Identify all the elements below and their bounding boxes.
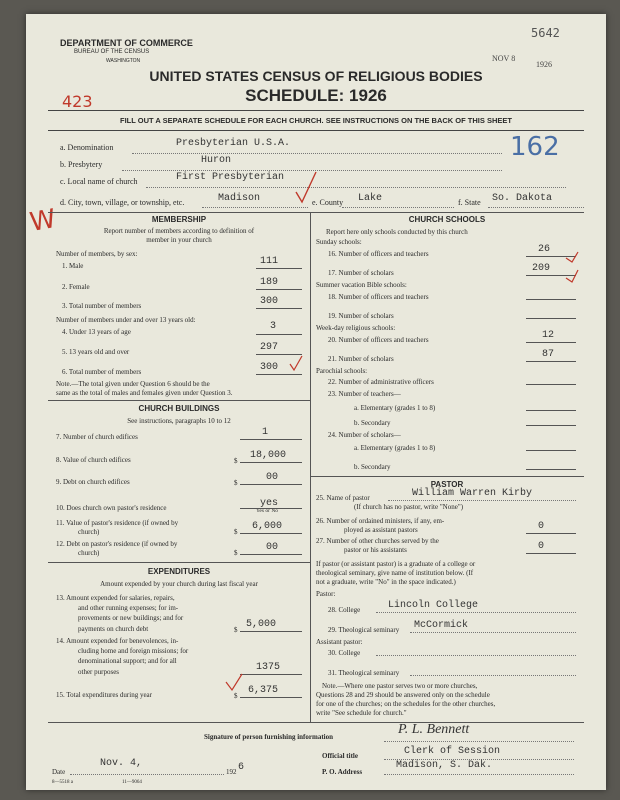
q17-label: 17. Number of scholars <box>328 269 394 277</box>
weekday-heading: Week-day religious schools: <box>316 324 396 332</box>
church-name-label: c. Local name of church <box>60 177 138 186</box>
q5-label: 5. 13 years old and over <box>62 348 130 356</box>
signature-label: Signature of person furnishing information <box>204 733 333 741</box>
red-handwritten-number: 423 <box>62 92 93 111</box>
q4-value: 3 <box>270 321 277 332</box>
presbytery-value: Huron <box>201 155 232 166</box>
q23b-label: b. Secondary <box>354 419 391 427</box>
q23-label: 23. Number of teachers— <box>328 390 401 398</box>
buildings-title: CHURCH BUILDINGS <box>138 404 220 413</box>
q1-label: 1. Male <box>62 262 84 270</box>
q7-value: 1 <box>262 427 269 438</box>
yes-or-no-label: Yes or No <box>256 508 279 514</box>
q13-label-2: and other running expenses; for im- <box>78 604 179 612</box>
q11-label-2: church) <box>78 528 100 536</box>
age-heading: Number of members under and over 13 years old: <box>56 316 196 324</box>
schools-intro: Report here only schools conducted by this church <box>326 228 468 236</box>
q20-value: 12 <box>542 330 555 341</box>
q24-label: 24. Number of scholars— <box>328 431 401 439</box>
q27-label-2: pastor or his assistants <box>344 546 407 554</box>
official-title-value: Clerk of Session <box>404 746 501 757</box>
expenditures-sub: Amount expended by your church during last fiscal year <box>100 580 258 588</box>
q26-label-2: ployed as assistant pastors <box>344 526 418 534</box>
q23a-label: a. Elementary (grades 1 to 8) <box>354 404 436 412</box>
by-sex-label: Number of members, by sex: <box>56 250 138 258</box>
pastor-title: PASTOR <box>430 480 464 489</box>
q10-label: 10. Does church own pastor's residence <box>56 504 167 512</box>
membership-intro-1: Report number of members according to definition of <box>103 227 255 235</box>
q9-label: 9. Debt on church edifices <box>56 478 130 486</box>
stamp-date: NOV 8 <box>492 54 516 63</box>
parochial-heading: Parochial schools: <box>316 367 368 375</box>
instruction-line: FILL OUT A SEPARATE SCHEDULE FOR EACH CHURCH. SEE INSTRUCTIONS ON THE BACK OF THIS SHEET <box>120 116 512 125</box>
bureau-label: BUREAU OF THE CENSUS <box>74 49 150 55</box>
q14-label-1: 14. Amount expended for benevolences, in- <box>56 637 179 645</box>
year-digit: 6 <box>238 762 245 773</box>
print-number: 11—9064 <box>122 780 142 785</box>
q3-label: 3. Total number of members <box>62 302 142 310</box>
city-label-field: d. City, town, village, or township, etc. <box>60 198 185 207</box>
q12-value: 00 <box>266 542 279 553</box>
date-label: Date <box>52 768 66 776</box>
q28-value: Lincoln College <box>388 600 479 611</box>
pastor-subheading: Pastor: <box>316 590 336 598</box>
schedule-title: SCHEDULE: 1926 <box>245 86 387 105</box>
grad-note-2: theological seminary, give name of institution below. (If <box>316 569 474 577</box>
q5-value: 297 <box>260 342 279 353</box>
q26-value: 0 <box>538 521 545 532</box>
q27-value: 0 <box>538 541 545 552</box>
q21-value: 87 <box>542 349 555 360</box>
q29-value: McCormick <box>414 620 469 631</box>
pastor-note-4: write "See schedule for church." <box>316 709 407 717</box>
q6-label: 6. Total number of members <box>62 368 142 376</box>
summer-heading: Summer vacation Bible schools: <box>316 281 407 289</box>
census-schedule-sheet <box>26 14 606 790</box>
pastor-note-1: Note.—Where one pastor serves two or more churches, <box>322 682 478 690</box>
membership-note-1: Note.—The total given under Question 6 should be the <box>56 380 210 388</box>
city-value: Madison <box>218 193 261 204</box>
q20-label: 20. Number of officers and teachers <box>328 336 429 344</box>
q11-label-1: 11. Value of pastor's residence (if owned by <box>56 519 179 527</box>
po-address-label: P. O. Address <box>322 768 363 776</box>
q29-label: 29. Theological seminary <box>328 626 400 634</box>
q13-label-1: 13. Amount expended for salaries, repairs, <box>56 594 175 602</box>
po-address-value: Madison, S. Dak. <box>396 760 493 771</box>
q19-label: 19. Number of scholars <box>328 312 394 320</box>
grad-note-1: If pastor (or assistant pastor) is a graduate of a college or <box>316 560 476 568</box>
q27-label-1: 27. Number of other churches served by the <box>316 537 439 545</box>
q16-value: 26 <box>538 244 551 255</box>
stamp-year: 1926 <box>536 60 552 69</box>
red-check-marks <box>26 14 606 790</box>
q12-label-1: 12. Debt on pastor's residence (if owned by <box>56 540 178 548</box>
blue-handwritten-number: 162 <box>510 132 560 162</box>
signature-value: P. L. Bennett <box>398 722 470 737</box>
form-title: UNITED STATES CENSUS OF RELIGIOUS BODIES <box>149 68 483 84</box>
q8-dollar: $ <box>234 457 238 465</box>
church-name-value: First Presbyterian <box>176 172 285 183</box>
city-label: WASHINGTON <box>106 58 141 64</box>
q14-label-3: denominational support; and for all <box>78 657 177 665</box>
q25-value: William Warren Kirby <box>412 488 533 499</box>
form-number: 8—5518 a <box>52 780 73 785</box>
official-title-label: Official title <box>322 752 358 760</box>
assistant-subheading: Assistant pastor: <box>316 638 363 646</box>
dept-label: DEPARTMENT OF COMMERCE <box>60 38 193 48</box>
q14-label-2: cluding home and foreign missions; for <box>78 647 189 655</box>
q15-value: 6,375 <box>248 685 279 696</box>
membership-title: MEMBERSHIP <box>151 215 207 224</box>
membership-note-2: same as the total of males and females given under Question 3. <box>56 389 233 397</box>
state-label: f. State <box>458 198 481 207</box>
q6-value: 300 <box>260 362 279 373</box>
q26-label-1: 26. Number of ordained ministers, if any, em- <box>316 517 445 525</box>
q22-label: 22. Number of administrative officers <box>328 378 434 386</box>
year-prefix: 192 <box>226 768 237 776</box>
q2-label: 2. Female <box>62 283 90 291</box>
q21-label: 21. Number of scholars <box>328 355 394 363</box>
membership-intro-2: member in your church <box>146 236 212 244</box>
pastor-note-3: for one of the churches; on the schedules for the other churches, <box>316 700 496 708</box>
q9-dollar: $ <box>234 479 238 487</box>
q8-label: 8. Value of church edifices <box>56 456 131 464</box>
q3-value: 300 <box>260 296 279 307</box>
pastor-note-2: Questions 28 and 29 should be answered only on the schedule <box>316 691 490 699</box>
q18-label: 18. Number of officers and teachers <box>328 293 429 301</box>
q11-value: 6,000 <box>252 521 283 532</box>
q24b-label: b. Secondary <box>354 463 391 471</box>
q13-label-3: provements or new buildings; and for <box>78 614 184 622</box>
county-value: Lake <box>358 193 383 204</box>
buildings-sub: See instructions, paragraphs 10 to 12 <box>127 417 231 425</box>
q12-dollar: $ <box>234 549 238 557</box>
q17-value: 209 <box>532 263 551 274</box>
state-value: So. Dakota <box>492 193 553 204</box>
q12-label-2: church) <box>78 549 100 557</box>
q14-label-4: other purposes <box>78 668 120 676</box>
expenditures-title: EXPENDITURES <box>147 567 211 576</box>
denomination-value: Presbyterian U.S.A. <box>176 138 291 149</box>
county-label: e. County <box>312 198 344 207</box>
q13-value: 5,000 <box>246 619 277 630</box>
q11-dollar: $ <box>234 528 238 536</box>
q13-dollar: $ <box>234 626 238 634</box>
q2-value: 189 <box>260 277 279 288</box>
red-handwritten-mark: W <box>27 203 59 239</box>
grad-note-3: not a graduate, write "No" in the space indicated.) <box>316 578 456 586</box>
q7-label: 7. Number of church edifices <box>56 433 138 441</box>
q9-value: 00 <box>266 472 279 483</box>
q15-label: 15. Total expenditures during year <box>56 691 152 699</box>
q8-value: 18,000 <box>250 450 287 461</box>
q25-label: 25. Name of pastor <box>316 494 370 502</box>
q1-value: 111 <box>260 256 279 267</box>
date-value: Nov. 4, <box>100 758 143 769</box>
schools-title: CHURCH SCHOOLS <box>408 215 486 224</box>
sunday-heading: Sunday schools: <box>316 238 362 246</box>
q31-label: 31. Theological seminary <box>328 669 400 677</box>
q13-label-4: payments on church debt <box>78 625 149 633</box>
denomination-label: a. Denomination <box>60 143 114 152</box>
q30-label: 30. College <box>328 649 361 657</box>
stamp-number: 5642 <box>531 26 560 40</box>
q4-label: 4. Under 13 years of age <box>62 328 131 336</box>
presbytery-label: b. Presbytery <box>60 160 103 169</box>
q16-label: 16. Number of officers and teachers <box>328 250 429 258</box>
q14-value: 1375 <box>256 662 281 673</box>
q24a-label: a. Elementary (grades 1 to 8) <box>354 444 436 452</box>
q28-label: 28. College <box>328 606 361 614</box>
q25-note: (If church has no pastor, write "None") <box>354 503 464 511</box>
q15-dollar: $ <box>234 692 238 700</box>
q10-value: yes <box>260 498 279 509</box>
